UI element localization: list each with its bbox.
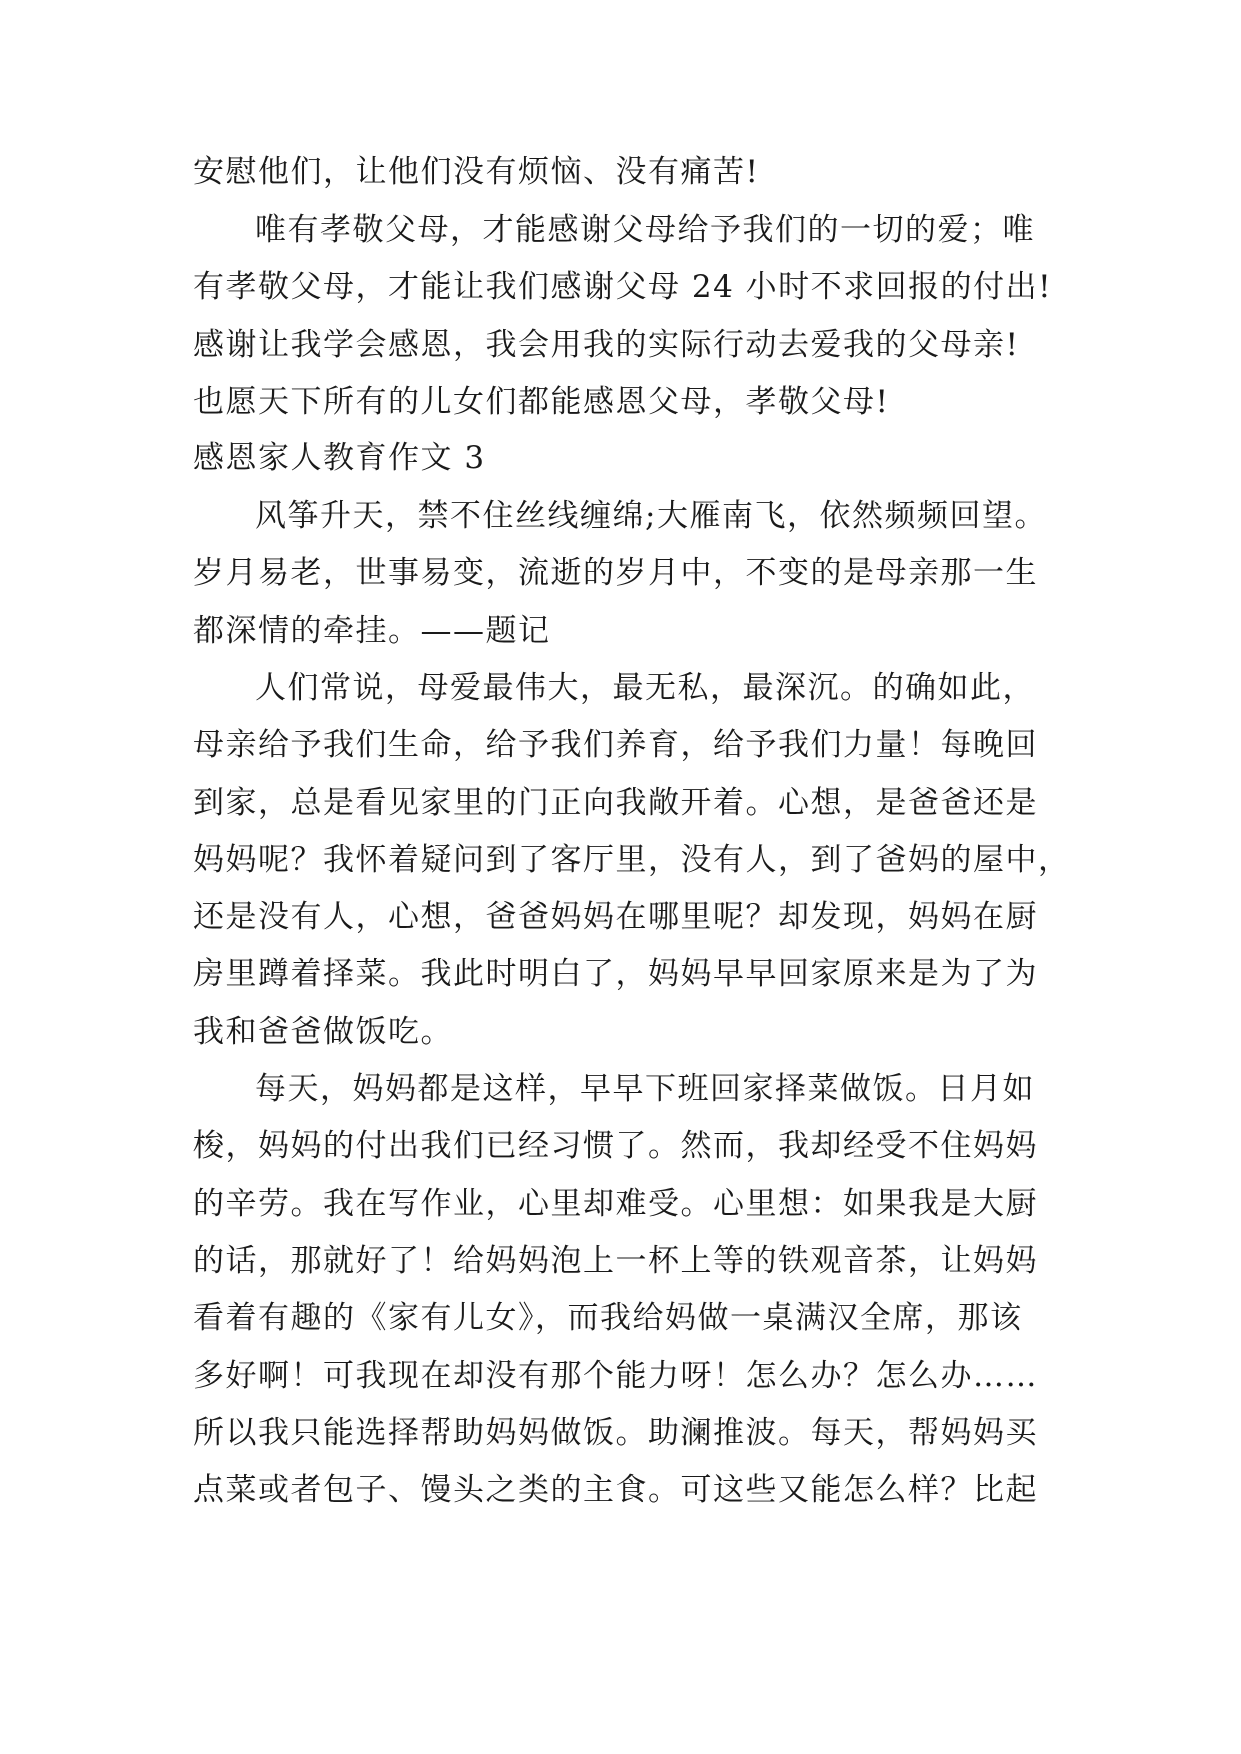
text-line: 岁月易老，世事易变，流逝的岁月中，不变的是母亲那一生	[193, 555, 1038, 591]
text-line: 还是没有人，心想，爸爸妈妈在哪里呢？却发现，妈妈在厨	[193, 899, 1038, 935]
text-line: 多好啊！可我现在却没有那个能力呀！怎么办？怎么办……	[193, 1358, 1038, 1394]
text-line: 的辛劳。我在写作业，心里却难受。心里想：如果我是大厨	[193, 1186, 1038, 1222]
paragraph-start: 人们常说，母爱最伟大，最无私，最深沉。的确如此，	[255, 670, 1035, 706]
text-line: 所以我只能选择帮助妈妈做饭。助澜推波。每天，帮妈妈买	[193, 1415, 1038, 1451]
text-line: 到家，总是看见家里的门正向我敞开着。心想，是爸爸还是	[193, 785, 1038, 821]
text-line: 房里蹲着择菜。我此时明白了，妈妈早早回家原来是为了为	[193, 956, 1038, 992]
text-line: 都深情的牵挂。——题记	[193, 613, 551, 649]
text-line: 妈妈呢？我怀着疑问到了客厅里，没有人，到了爸妈的屋中，	[193, 842, 1071, 878]
text-line: 的话，那就好了！给妈妈泡上一杯上等的铁观音茶，让妈妈	[193, 1243, 1038, 1279]
section-heading: 感恩家人教育作文 3	[193, 440, 486, 476]
text-line: 感谢让我学会感恩，我会用我的实际行动去爱我的父母亲!	[193, 327, 1020, 363]
paragraph-start: 风筝升天，禁不住丝线缠绵;大雁南飞，依然频频回望。	[255, 498, 1047, 534]
text-line: 母亲给予我们生命，给予我们养育，给予我们力量！每晚回	[193, 727, 1038, 763]
text-line: 梭，妈妈的付出我们已经习惯了。然而，我却经受不住妈妈	[193, 1128, 1038, 1164]
text-line: 我和爸爸做饭吃。	[193, 1014, 453, 1050]
text-line: 有孝敬父母，才能让我们感谢父母 24 小时不求回报的付出!	[193, 269, 1053, 305]
paragraph-start: 每天，妈妈都是这样，早早下班回家择菜做饭。日月如	[255, 1071, 1035, 1107]
paragraph-start: 唯有孝敬父母，才能感谢父母给予我们的一切的爱；唯	[255, 212, 1035, 248]
text-line: 也愿天下所有的儿女们都能感恩父母，孝敬父母!	[193, 384, 890, 420]
text-line: 安慰他们，让他们没有烦恼、没有痛苦!	[193, 154, 760, 190]
text-line: 点菜或者包子、馒头之类的主食。可这些又能怎么样？比起	[193, 1472, 1038, 1508]
text-line: 看着有趣的《家有儿女》，而我给妈做一桌满汉全席，那该	[193, 1300, 1023, 1336]
